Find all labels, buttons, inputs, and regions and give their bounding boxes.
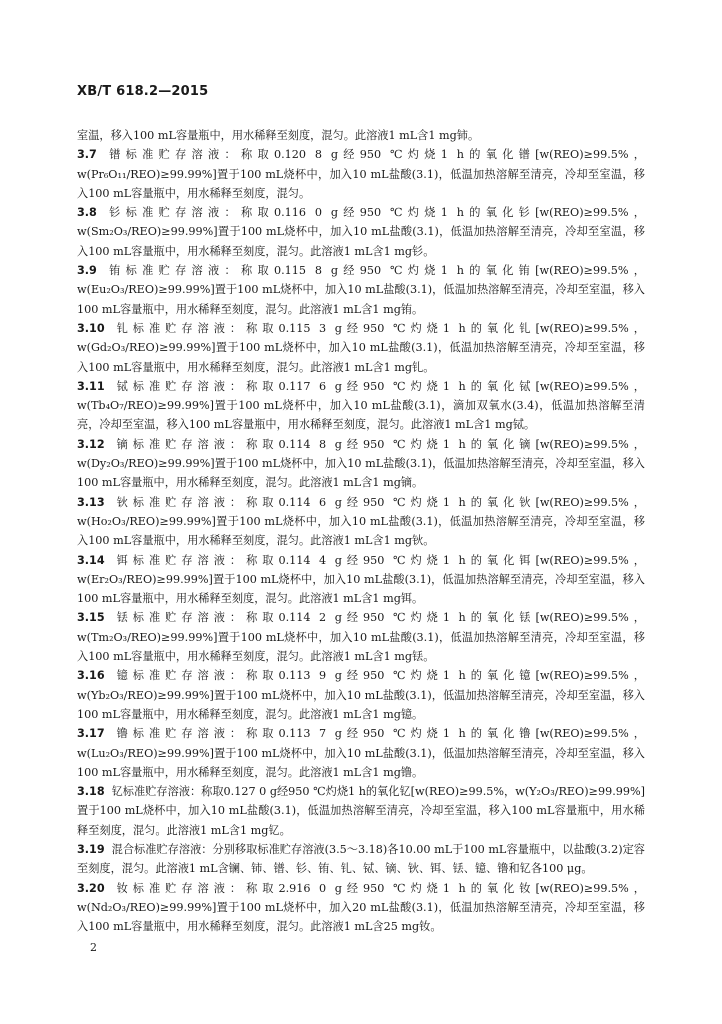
section-paragraph [77,435,645,493]
section-number: 3.8 [77,206,97,220]
section-paragraph [77,608,645,666]
page-number: 2 [90,941,97,954]
section-number: 3.9 [77,264,97,278]
section-number: 3.15 [77,611,105,625]
section-text: 铕标准贮存溶液：称取0.115 8 g经950 ℃灼烧1 h的氧化铕[w(REO)≥99.5%，w(Eu₂O₃/REO)≥99.99%]置于100 mL烧杯中，加入10 mL盐酸(3.1)，低温加热溶解至清亮，冷却至室温，移入100 mL容量瓶中，用水稀释至刻度，混匀。此溶液1 mL含1 mg铕。 [77,264,645,316]
section-text: 镥标准贮存溶液：称取0.113 7 g经950 ℃灼烧1 h的氧化镥[w(REO)≥99.5%，w(Lu₂O₃/REO)≥99.99%]置于100 mL烧杯中，加入10 mL盐酸(3.1)，低温加热溶解至清亮，冷却至室温，移入100 mL容量瓶中，用水稀释至刻度，混匀。此溶液1 mL含1 mg镥。 [77,727,645,779]
section-paragraph [77,879,645,937]
section-paragraph [77,840,645,879]
section-text: 铽标准贮存溶液：称取0.117 6 g经950 ℃灼烧1 h的氧化铽[w(REO)≥99.5%，w(Tb₄O₇/REO)≥99.99%]置于100 mL烧杯中，加入10 mL盐酸(3.1)，滴加双氧水(3.4)，低温加热溶解至清亮，冷却至室温，移入100 mL容量瓶中，用水稀释至刻度，混匀。此溶液1 mL含1 mg铽。 [77,379,645,432]
intro-paragraph: 室温，移入100 mL容量瓶中，用水稀释至刻度，混匀。此溶液1 mL含1 mg铈。 [77,129,480,142]
section-number: 3.20 [77,881,105,895]
section-text: 镝标准贮存溶液：称取0.114 8 g经950 ℃灼烧1 h的氧化镝[w(REO)≥99.5%，w(Dy₂O₃/REO)≥99.99%]置于100 mL烧杯中，加入10 mL盐酸(3.1)，低温加热溶解至清亮，冷却至室温，移入100 mL容量瓶中，用水稀释至刻度，混匀。此溶液1 mL含1 mg镝。 [77,437,645,490]
section-text: 钆标准贮存溶液：称取0.115 3 g经950 ℃灼烧1 h的氧化钆[w(REO)≥99.5%，w(Gd₂O₃/REO)≥99.99%]置于100 mL烧杯中，加入10 mL盐酸(3.1)，低温加热溶解至清亮，冷却至室温，移入100 mL容量瓶中，用水稀释至刻度，混匀。此溶液1 mL含1 mg钆。 [77,321,645,374]
section-paragraph [77,782,645,840]
section-paragraph [77,203,645,261]
section-number: 3.13 [77,495,105,509]
section-text: 钕标准贮存溶液：称取2.916 0 g经950 ℃灼烧1 h的氧化钕[w(REO)≥99.5%，w(Nd₂O₃/REO)≥99.99%]置于100 mL烧杯中，加入20 mL盐酸(3.1)，低温加热溶解至清亮，冷却至室温，移入100 mL容量瓶中，用水稀释至刻度，混匀。此溶液1 mL含25 mg钕。 [77,881,645,934]
section-text: 混合标准贮存溶液：分别移取标准贮存溶液(3.5～3.18)各10.00 mL于100 mL容量瓶中，以盐酸(3.2)定容至刻度，混匀。此溶液1 mL含镧、铈、镨、钐、铕、钆、铽、镝、钬、铒、铥、镱、镥和钇各100 μg。 [77,842,645,876]
section-paragraph [77,493,645,551]
section-paragraph [77,377,645,435]
section-number: 3.14 [77,553,105,567]
section-paragraph [77,666,645,724]
section-paragraph [77,145,645,203]
sections-list [77,145,645,936]
section-text: 钐标准贮存溶液：称取0.116 0 g经950 ℃灼烧1 h的氧化钐[w(REO)≥99.5%，w(Sm₂O₃/REO)≥99.99%]置于100 mL烧杯中，加入10 mL盐酸(3.1)，低温加热溶解至清亮，冷却至室温，移入100 mL容量瓶中，用水稀释至刻度，混匀。此溶液1 mL含1 mg钐。 [77,206,645,258]
section-number: 3.12 [77,437,105,451]
section-number: 3.11 [77,379,105,393]
section-text: 镱标准贮存溶液：称取0.113 9 g经950 ℃灼烧1 h的氧化镱[w(REO)≥99.5%，w(Yb₂O₃/REO)≥99.99%]置于100 mL烧杯中，加入10 mL盐酸(3.1)，低温加热溶解至清亮，冷却至室温，移入100 mL容量瓶中，用水稀释至刻度，混匀。此溶液1 mL含1 mg镱。 [77,669,645,721]
section-number: 3.19 [77,842,105,856]
section-text: 钬标准贮存溶液：称取0.114 6 g经950 ℃灼烧1 h的氧化钬[w(REO)≥99.5%，w(Ho₂O₃/REO)≥99.99%]置于100 mL烧杯中，加入10 mL盐酸(3.1)，低温加热溶解至清亮，冷却至室温，移入100 mL容量瓶中，用水稀释至刻度，混匀。此溶液1 mL含1 mg钬。 [77,495,645,548]
section-text: 钇标准贮存溶液：称取0.127 0 g经950 ℃灼烧1 h的氧化钇[w(REO)≥99.5%，w(Y₂O₃/REO)≥99.99%]置于100 mL烧杯中，加入10 mL盐酸(3.1)，低温加热溶解至清亮，冷却至室温，移入100 mL容量瓶中，用水稀释至刻度，混匀。此溶液1 mL含1 mg钇。 [77,785,645,837]
section-text: 铥标准贮存溶液：称取0.114 2 g经950 ℃灼烧1 h的氧化铥[w(REO)≥99.5%，w(Tm₂O₃/REO)≥99.99%]置于100 mL烧杯中，加入10 mL盐酸(3.1)，低温加热溶解至清亮，冷却至室温，移入100 mL容量瓶中，用水稀释至刻度，混匀。此溶液1 mL含1 mg铥。 [77,611,645,664]
section-text: 镨标准贮存溶液：称取0.120 8 g经950 ℃灼烧1 h的氧化镨[w(REO)≥99.5%，w(Pr₆O₁₁/REO)≥99.99%]置于100 mL烧杯中，加入10 mL盐酸(3.1)，低温加热溶解至清亮，冷却至室温，移入100 mL容量瓶中，用水稀释至刻度，混匀。 [77,148,645,200]
section-number: 3.17 [77,727,105,741]
standard-code: XB/T 618.2—2015 [77,84,209,99]
section-number: 3.10 [77,321,105,335]
section-number: 3.7 [77,148,97,162]
section-number: 3.18 [77,785,105,799]
section-paragraph [77,261,645,319]
document-body [77,126,645,936]
section-paragraph [77,724,645,782]
section-paragraph [77,551,645,609]
section-text: 铒标准贮存溶液：称取0.114 4 g经950 ℃灼烧1 h的氧化铒[w(REO)≥99.5%，w(Er₂O₃/REO)≥99.99%]置于100 mL烧杯中，加入10 mL盐酸(3.1)，低温加热溶解至清亮，冷却至室温，移入100 mL容量瓶中，用水稀释至刻度，混匀。此溶液1 mL含1 mg铒。 [77,553,645,606]
section-paragraph [77,319,645,377]
section-number: 3.16 [77,669,105,683]
